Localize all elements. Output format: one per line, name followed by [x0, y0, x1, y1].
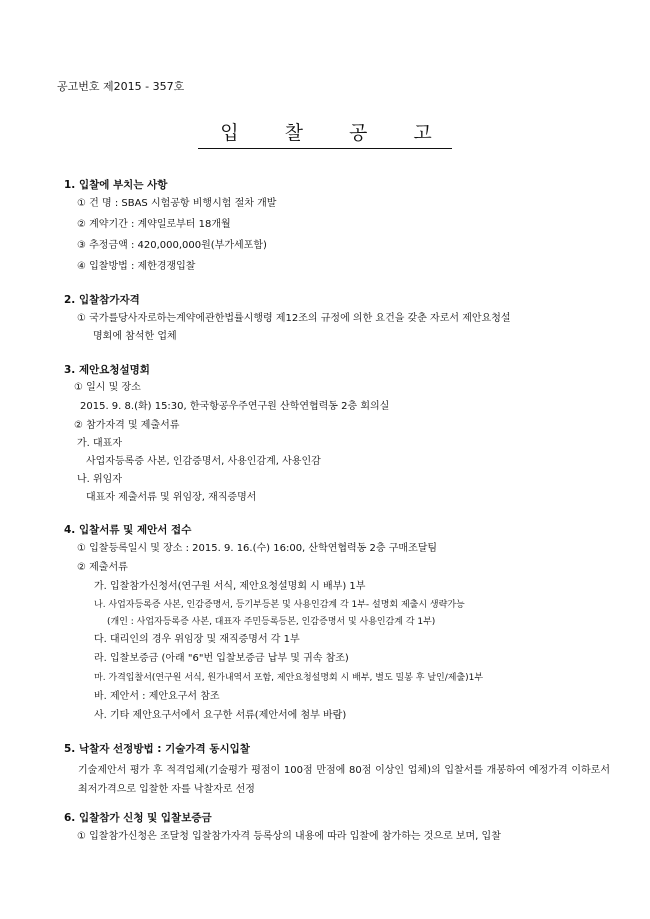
s3-na-docs: 대표자 제출서류 및 위임장, 재직증명서: [86, 492, 257, 503]
section-2-heading: 2. 입찰참가자격: [64, 294, 140, 306]
s1-item-name: ① 건 명 : SBAS 시험공항 비행시험 절차 개발: [77, 198, 277, 209]
s4-da: 다. 대리인의 경우 위임장 및 재직증명서 각 1부: [94, 634, 300, 645]
s4-sub-1: ① 입찰등록일시 및 장소 : 2015. 9. 16.(수) 16:00, 산학연협력동 2층 구매조달팀: [77, 543, 438, 554]
section-1-heading: 1. 입찰에 부치는 사항: [64, 179, 168, 191]
s4-ra: 라. 입찰보증금 (아래 "6"번 입찰보증금 납부 및 귀속 참조): [94, 653, 349, 664]
s4-ba: 바. 제안서 : 제안요구서 참조: [94, 691, 220, 702]
s4-ma: 마. 가격입찰서(연구원 서식, 원가내역서 포함, 제안요청설명회 시 배부, 별도 밀봉 후 날인/제출)1부: [94, 673, 484, 683]
s3-sub-1: ① 일시 및 장소: [74, 382, 141, 393]
s4-na-note: (개인 : 사업자등록증 사본, 대표자 주민등록등본, 인감증명서 및 사용인감계 각 1부): [107, 617, 436, 627]
s4-na: 나. 사업자등록증 사본, 인감증명서, 등기부등본 및 사용인감계 각 1부- 설명회 제출시 생략가능: [94, 600, 465, 610]
s3-ga: 가. 대표자: [77, 438, 122, 449]
page-title-wrap: [0, 118, 650, 149]
s3-ga-docs: 사업자등록증 사본, 인감증명서, 사용인감계, 사용인감: [86, 456, 321, 467]
s1-item-amount: ③ 추정금액 : 420,000,000원(부가세포함): [77, 240, 267, 251]
page-title: 입 찰 공 고: [198, 118, 452, 149]
s3-date-place: 2015. 9. 8.(화) 15:30, 한국항공우주연구원 산학연협력동 2층 회의실: [80, 401, 390, 412]
s1-item-period: ② 계약기간 : 계약일로부터 18개월: [77, 219, 231, 230]
s4-sa: 사. 기타 제안요구서에서 요구한 서류(제안서에 첨부 바람): [94, 710, 347, 721]
section-4-heading: 4. 입찰서류 및 제안서 접수: [64, 524, 192, 536]
s3-sub-2: ② 참가자격 및 제출서류: [74, 420, 180, 431]
s2-line-1: ① 국가를당사자로하는계약에관한법률시행령 제12조의 규정에 의한 요건을 갖춘 자로서 제안요청설: [77, 313, 511, 324]
s5-text: 기술제안서 평가 후 적격업체(기술평가 평점이 100점 만점에 80점 이상인 업체)의 입찰서를 개봉하여 예정가격 이하로서 최저가격으로 입찰한 자를 낙찰자로 선정: [78, 765, 610, 795]
s2-line-2: 명회에 참석한 업체: [93, 331, 177, 342]
section-3-heading: 3. 제안요청설명회: [64, 364, 150, 376]
notice-number: 공고번호 제2015 - 357호: [57, 80, 185, 93]
s4-ga: 가. 입찰참가신청서(연구원 서식, 제안요청설명회 시 배부) 1부: [94, 581, 366, 592]
section-6-heading: 6. 입찰참가 신청 및 입찰보증금: [64, 812, 212, 824]
s6-line-1: ① 입찰참가신청은 조달청 입찰참가자격 등록상의 내용에 따라 입찰에 참가하는 것으로 보며, 입찰: [77, 831, 501, 842]
s4-sub-2: ② 제출서류: [77, 562, 128, 573]
section-5-heading: 5. 낙찰자 선정방법 : 기술가격 동시입찰: [64, 743, 250, 755]
s1-item-method: ④ 입찰방법 : 제한경쟁입찰: [77, 261, 196, 272]
s3-na: 나. 위임자: [77, 474, 122, 485]
